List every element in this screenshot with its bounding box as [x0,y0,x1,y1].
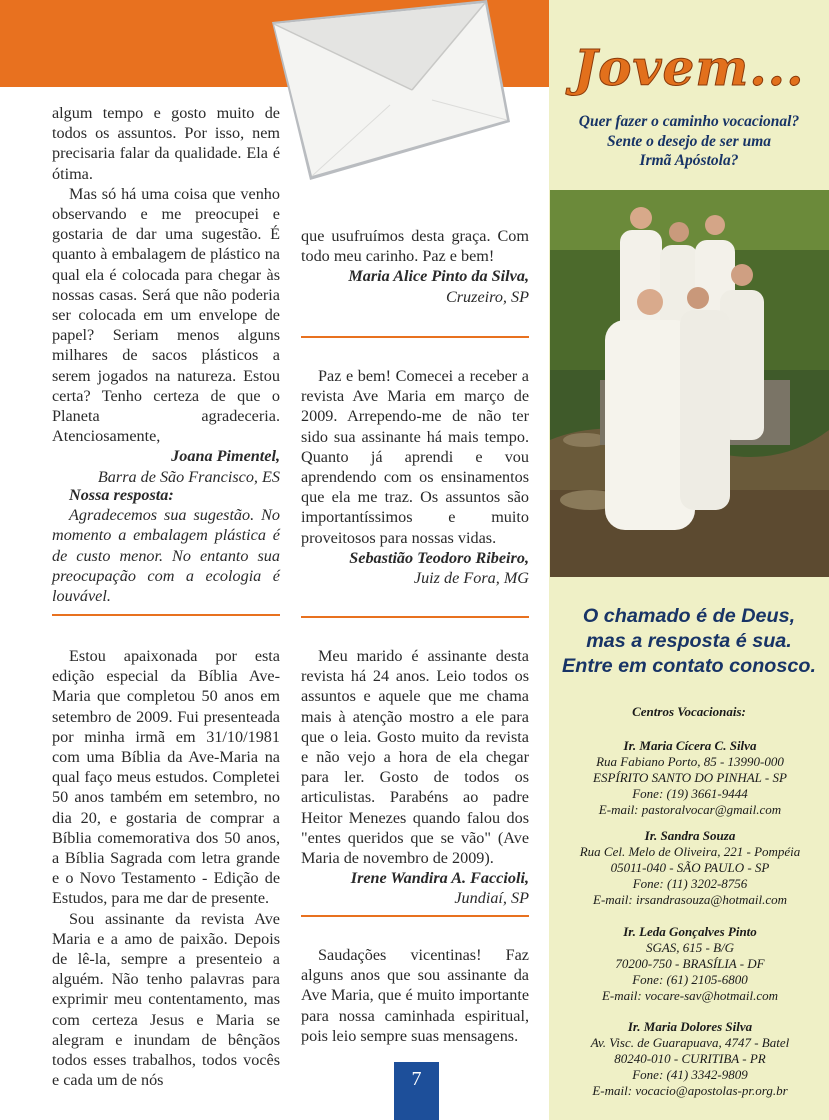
signature [52,446,280,486]
contact-email: E-mail: vocare-sav@hotmail.com [601,988,779,1003]
contact-card [559,1019,821,1099]
divider [301,616,529,618]
signature-name: Maria Alice Pinto da Silva, [348,267,529,286]
signature [301,868,529,908]
centros-title: Centros Vocacionais: [632,704,746,719]
contact-card [559,924,821,1004]
letter-paragraph: que usufruímos desta graça. Com todo meu carinho. Paz e bem! [301,227,529,266]
response-title: Nossa resposta: [69,486,174,504]
call-line: Entre em contato conosco. [562,654,816,677]
divider [301,915,529,917]
contact-line: Fone: (41) 3342-9809 [632,1067,748,1082]
contact-line: 70200-750 - BRASÍLIA - DF [615,956,765,971]
question-line: Quer fazer o caminho vocacional? [578,113,800,130]
contact-name: Ir. Sandra Souza [644,828,736,843]
letter-irene [301,646,529,909]
sidebar-call [549,604,829,678]
letter-paragraph: Paz e bem! Comecei a receber a revista Ave Maria em março de 2009. Arrependo-me de não ter sido sua assinante há mais tempo. Quanto já aprendi e vou aprendendo com os ensinamentos que ela me traz. Os assuntos são importantíssimos e muito proveitosos para nossas vidas. [301,367,529,547]
letter-maria-alice [301,226,529,307]
contact-line: Fone: (19) 3661-9444 [632,786,748,801]
letter-paragraph: Saudações vicentinas! Faz alguns anos que sou assinante da Ave Maria, que é muito importante para nossa caminhada espiritual, pois leio sempre suas mensagens. [301,946,529,1045]
signature-name: Irene Wandira A. Faccioli, [350,869,529,888]
contact-line: SGAS, 615 - B/G [645,940,735,955]
contact-line: Rua Fabiano Porto, 85 - 13990-000 [596,754,784,769]
envelope-icon [262,0,512,185]
signature-name: Joana Pimentel, [171,447,280,466]
editor-response [52,485,280,606]
signature-place: Juiz de Fora, MG [413,569,529,588]
letter-biblia [52,646,280,1090]
letter-paragraph: Mas só há uma coisa que venho observando e me preocupei e gostaria de dar uma sugestão. É quanto à embalagem de plástico na qual ela é colocada para chegar às nossas casas. Será que não poderia ser colocada em um envelope de papel? Seriam menos alguns milhares de sacos plásticos a serem jogados na natureza. Estou certa? Tenho certeza de que o Planeta agradeceria. Atenciosamente, [52,184,280,446]
signature-place: Jundiaí, SP [454,889,529,908]
contact-line: Fone: (61) 2105-6800 [632,972,748,987]
contact-name: Ir. Maria Dolores Silva [627,1019,753,1034]
contact-line: 80240-010 - CURITIBA - PR [614,1051,766,1066]
contact-line: ESPÍRITO SANTO DO PINHAL - SP [593,770,787,785]
letter-paragraph: Sou assinante da revista Ave Maria e a amo de paixão. Depois de lê-la, sempre a presenteio a alguém. Não tenho palavras para exprimir meu contentamento, mas com certeza Jesus e Maria se alegram e inundam de bênçãos todos esses trabalhos, todos vocês e cada um de nós [52,909,280,1090]
divider [301,336,529,338]
sidebar-title: Jovem... [573,38,805,97]
letter-paragraph: algum tempo e gosto muito de todos os assuntos. Por isso, nem precisaria falar da qualidade. Ela é ótima. [52,104,280,183]
contact-card [559,828,821,908]
letter-saudacoes [301,945,529,1046]
letter-joana [52,103,280,487]
signature [301,266,529,306]
contact-email: E-mail: vocacio@apostolas-pr.org.br [592,1083,788,1098]
response-text: Agradecemos sua sugestão. No momento a embalagem plástica é de custo menor. No entanto sua preocupação com a ecologia é louvável. [52,506,280,606]
divider [52,614,280,616]
signature-place: Barra de São Francisco, ES [97,467,280,486]
letter-paragraph: Estou apaixonada por esta edição especial da Bíblia Ave-Maria que completou 50 anos em setembro de 2009. Fui presenteada por minha irmã em 31/10/1981 com uma Bíblia da Ave-Maria na qual faço meus estudos. Completei 50 anos também em setembro, no dia 20, e gostaria de comprar a Bíblia comemorativa dos 50 anos, a Bíblia Sagrada com letra grande e o Novo Testamento - Edição de Estudos, para me dar de presente. [52,647,280,908]
letter-sebastiao [301,366,529,588]
signature-place: Cruzeiro, SP [445,287,529,306]
contact-line: Av. Visc. de Guarapuava, 4747 - Batel [590,1035,790,1050]
page-number: 7 [411,1068,422,1090]
contact-card [559,738,821,818]
nuns-photo [550,190,829,577]
contact-line: 05011-040 - SÃO PAULO - SP [610,860,770,875]
sidebar-question [549,112,829,171]
contact-email: E-mail: irsandrasouza@hotmail.com [593,892,787,907]
contact-name: Ir. Leda Gonçalves Pinto [623,924,757,939]
call-line: O chamado é de Deus, [582,605,796,627]
signature [301,548,529,588]
contact-email: E-mail: pastoralvocar@gmail.com [598,802,782,817]
question-line: Sente o desejo de ser uma [606,132,772,150]
call-line: mas a resposta é sua. [586,629,792,652]
contact-name: Ir. Maria Cícera C. Silva [623,738,757,753]
contact-line: Fone: (11) 3202-8756 [632,876,748,891]
signature-name: Sebastião Teodoro Ribeiro, [349,548,529,567]
question-line: Irmã Apóstola? [639,152,739,169]
letter-paragraph: Meu marido é assinante desta revista há 24 anos. Leio todos os assuntos e aquele que me chama mais à atenção mostro a ele para que o leia. Gosto muito da revista e não vejo a hora de ela chegar para ler. Gosto de todos os articulistas. Parabéns ao padre Heitor Menezes quando falou dos "entes queridos que se vão" (Ave Maria de novembro de 2009). [301,647,529,868]
contact-line: Rua Cel. Melo de Oliveira, 221 - Pompéia [579,844,801,859]
